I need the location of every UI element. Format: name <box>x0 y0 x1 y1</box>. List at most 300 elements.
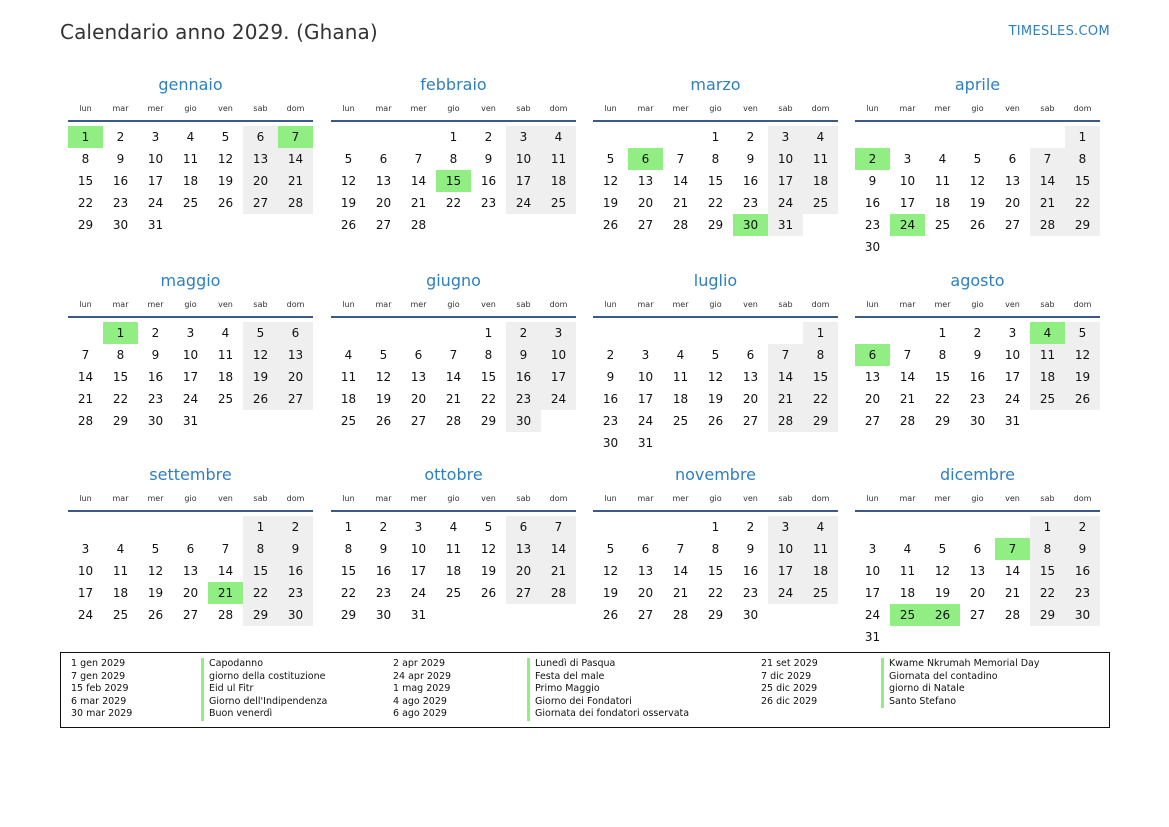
day-cell: 24 <box>506 192 541 214</box>
weekday-label: mar <box>375 300 392 309</box>
day-cell: 10 <box>864 564 881 578</box>
day-cell: 25 <box>217 392 234 406</box>
days-grid <box>68 322 313 432</box>
day-cell: 14 <box>77 370 94 384</box>
day-cell: 13 <box>506 538 541 560</box>
day-cell: 20 <box>243 170 278 192</box>
days-grid <box>593 126 838 236</box>
day-cell: 16 <box>375 564 392 578</box>
weekday-label: dom <box>811 300 830 309</box>
day-cell: 24 <box>147 196 164 210</box>
weekday-label: gio <box>184 494 197 503</box>
weekday-label: lun <box>604 494 617 503</box>
day-cell: 4 <box>803 126 838 148</box>
weekday-label: dom <box>549 494 568 503</box>
empty-cell <box>366 322 401 344</box>
day-cell: 11 <box>217 348 234 362</box>
day-cell: 7 <box>1030 148 1065 170</box>
empty-cell <box>593 126 628 148</box>
day-cell: 3 <box>641 348 650 362</box>
day-cell: 15 <box>112 370 129 384</box>
day-cell: 16 <box>742 174 759 188</box>
month-name: maggio <box>160 271 221 290</box>
day-cell: 18 <box>672 392 689 406</box>
day-cell: 19 <box>340 196 357 210</box>
day-cell: 13 <box>410 370 427 384</box>
legend-holiday-name: Buon venerdì <box>201 708 327 721</box>
day-cell: 9 <box>606 370 615 384</box>
day-cell: 25 <box>112 608 129 622</box>
day-cell: 5 <box>221 130 230 144</box>
day-cell: 18 <box>445 564 462 578</box>
day-cell: 18 <box>899 586 916 600</box>
legend-date: 6 ago 2029 <box>393 708 447 719</box>
holiday-day-cell: 1 <box>68 126 103 148</box>
day-cell: 8 <box>449 152 458 166</box>
weekday-header <box>331 299 576 318</box>
day-cell: 14 <box>445 370 462 384</box>
weekday-header <box>593 299 838 318</box>
day-cell: 8 <box>243 538 278 560</box>
legend-holiday-name: Festa del male <box>527 671 689 684</box>
empty-cell <box>401 126 436 148</box>
day-cell: 27 <box>375 218 392 232</box>
day-cell: 10 <box>147 152 164 166</box>
day-cell: 9 <box>868 174 877 188</box>
day-cell: 17 <box>541 366 576 388</box>
day-cell: 24 <box>77 608 94 622</box>
day-cell: 30 <box>278 604 313 626</box>
day-cell: 5 <box>344 152 353 166</box>
day-cell: 9 <box>151 348 160 362</box>
day-cell: 31 <box>768 214 803 236</box>
weekday-label: lun <box>79 494 92 503</box>
day-cell: 13 <box>182 564 199 578</box>
day-cell: 9 <box>746 152 755 166</box>
legend-dates-column <box>71 658 132 721</box>
weekday-label: mer <box>147 494 164 503</box>
weekday-label: mer <box>672 104 689 113</box>
legend-holiday-name: Giornata del contadino <box>881 671 1039 684</box>
day-cell: 19 <box>934 586 951 600</box>
day-cell: 16 <box>278 560 313 582</box>
day-cell: 22 <box>707 196 724 210</box>
day-cell: 4 <box>541 126 576 148</box>
day-cell: 10 <box>899 174 916 188</box>
day-cell: 20 <box>182 586 199 600</box>
day-cell: 1 <box>711 520 720 534</box>
month-aprile <box>855 73 1100 258</box>
day-cell: 26 <box>602 608 619 622</box>
weekday-label: lun <box>866 104 879 113</box>
day-cell: 11 <box>182 152 199 166</box>
legend-names-column <box>527 658 689 721</box>
month-name: dicembre <box>939 465 1016 484</box>
day-cell: 23 <box>480 196 497 210</box>
day-cell: 11 <box>899 564 916 578</box>
day-cell: 14 <box>672 174 689 188</box>
day-cell: 6 <box>278 322 313 344</box>
weekday-label: lun <box>866 300 879 309</box>
day-cell: 16 <box>969 370 986 384</box>
day-cell: 1 <box>1065 126 1100 148</box>
brand-link[interactable]: TIMESLES.COM <box>1008 24 1110 39</box>
weekday-label: sab <box>253 494 268 503</box>
weekday-label: mar <box>899 494 916 503</box>
day-cell: 15 <box>934 370 951 384</box>
day-cell: 27 <box>864 414 881 428</box>
day-cell: 22 <box>340 586 357 600</box>
day-cell: 17 <box>182 370 199 384</box>
day-cell: 23 <box>969 392 986 406</box>
day-cell: 25 <box>803 582 838 604</box>
day-cell: 5 <box>606 152 615 166</box>
empty-cell <box>925 516 960 538</box>
day-cell: 28 <box>899 414 916 428</box>
month-luglio <box>593 269 838 454</box>
day-cell: 7 <box>414 152 423 166</box>
day-cell: 20 <box>278 366 313 388</box>
day-cell: 22 <box>934 392 951 406</box>
day-cell: 16 <box>602 392 619 406</box>
day-cell: 31 <box>864 630 881 644</box>
day-cell: 22 <box>803 388 838 410</box>
day-cell: 28 <box>217 608 234 622</box>
day-cell: 30 <box>969 414 986 428</box>
empty-cell <box>103 516 138 538</box>
legend-date: 26 dic 2029 <box>761 695 818 707</box>
weekday-label: sab <box>253 300 268 309</box>
weekday-label: lun <box>79 104 92 113</box>
month-dicembre <box>855 463 1100 648</box>
empty-cell <box>663 126 698 148</box>
holiday-day-cell: 4 <box>1030 322 1065 344</box>
day-cell: 10 <box>410 542 427 556</box>
empty-cell <box>925 126 960 148</box>
day-cell: 26 <box>243 388 278 410</box>
day-cell: 27 <box>243 192 278 214</box>
weekday-label: sab <box>1040 104 1055 113</box>
day-cell: 21 <box>1004 586 1021 600</box>
day-cell: 11 <box>672 370 689 384</box>
weekday-label: ven <box>743 104 758 113</box>
day-cell: 14 <box>217 564 234 578</box>
day-cell: 13 <box>864 370 881 384</box>
days-grid <box>855 322 1100 432</box>
day-cell: 28 <box>672 608 689 622</box>
weekday-label: dom <box>286 300 305 309</box>
weekday-label: mar <box>112 300 129 309</box>
day-cell: 21 <box>445 392 462 406</box>
day-cell: 29 <box>112 414 129 428</box>
day-cell: 17 <box>899 196 916 210</box>
day-cell: 21 <box>278 170 313 192</box>
day-cell: 12 <box>602 564 619 578</box>
day-cell: 19 <box>375 392 392 406</box>
day-cell: 12 <box>243 344 278 366</box>
day-cell: 7 <box>81 348 90 362</box>
day-cell: 14 <box>410 174 427 188</box>
weekday-label: gio <box>447 494 460 503</box>
day-cell: 16 <box>742 564 759 578</box>
month-marzo <box>593 73 838 236</box>
day-cell: 31 <box>410 608 427 622</box>
day-cell: 9 <box>1065 538 1100 560</box>
empty-cell <box>628 126 663 148</box>
day-cell: 25 <box>340 414 357 428</box>
weekday-header <box>855 493 1100 512</box>
day-cell: 22 <box>77 196 94 210</box>
day-cell: 28 <box>768 410 803 432</box>
day-cell: 27 <box>506 582 541 604</box>
empty-cell <box>68 322 103 344</box>
day-cell: 10 <box>77 564 94 578</box>
day-cell: 15 <box>707 564 724 578</box>
weekday-label: gio <box>709 104 722 113</box>
weekday-label: mar <box>375 104 392 113</box>
legend-holiday-name: Giornata dei fondatori osservata <box>527 708 689 721</box>
day-cell: 25 <box>1030 388 1065 410</box>
day-cell: 24 <box>637 414 654 428</box>
weekday-label: mer <box>410 300 427 309</box>
weekday-label: sab <box>778 300 793 309</box>
day-cell: 26 <box>340 218 357 232</box>
empty-cell <box>366 126 401 148</box>
day-cell: 2 <box>379 520 388 534</box>
legend-date: 6 mar 2029 <box>71 695 127 707</box>
day-cell: 10 <box>768 148 803 170</box>
weekday-label: mer <box>410 104 427 113</box>
day-cell: 8 <box>81 152 90 166</box>
day-cell: 10 <box>1004 348 1021 362</box>
weekday-label: dom <box>811 104 830 113</box>
day-cell: 29 <box>803 410 838 432</box>
empty-cell <box>593 516 628 538</box>
day-cell: 8 <box>711 152 720 166</box>
day-cell: 16 <box>480 174 497 188</box>
day-cell: 4 <box>186 130 195 144</box>
empty-cell <box>593 322 628 344</box>
legend-holiday-name: Santo Stefano <box>881 696 1039 709</box>
empty-cell <box>173 516 208 538</box>
day-cell: 18 <box>182 174 199 188</box>
day-cell: 1 <box>803 322 838 344</box>
day-cell: 8 <box>711 542 720 556</box>
month-name: ottobre <box>424 465 483 484</box>
days-grid <box>331 126 576 236</box>
day-cell: 19 <box>480 564 497 578</box>
day-cell: 13 <box>1004 174 1021 188</box>
day-cell: 9 <box>379 542 388 556</box>
day-cell: 12 <box>934 564 951 578</box>
day-cell: 3 <box>541 322 576 344</box>
day-cell: 28 <box>672 218 689 232</box>
day-cell: 13 <box>637 564 654 578</box>
weekday-label: sab <box>253 104 268 113</box>
day-cell: 5 <box>1065 322 1100 344</box>
day-cell: 8 <box>344 542 353 556</box>
holiday-day-cell: 7 <box>995 538 1030 560</box>
day-cell: 3 <box>151 130 160 144</box>
weekday-label: mar <box>375 494 392 503</box>
holiday-day-cell: 1 <box>103 322 138 344</box>
day-cell: 2 <box>484 130 493 144</box>
weekday-label: mer <box>147 104 164 113</box>
legend-dates-column <box>761 658 818 708</box>
day-cell: 5 <box>379 348 388 362</box>
legend-holiday-name: Giorno dell'Indipendenza <box>201 696 327 709</box>
day-cell: 29 <box>1030 604 1065 626</box>
day-cell: 23 <box>1065 582 1100 604</box>
day-cell: 13 <box>243 148 278 170</box>
day-cell: 19 <box>217 174 234 188</box>
day-cell: 1 <box>243 516 278 538</box>
days-grid <box>331 516 576 626</box>
day-cell: 17 <box>1004 370 1021 384</box>
weekday-label: mer <box>934 300 951 309</box>
weekday-label: lun <box>866 494 879 503</box>
empty-cell <box>1030 126 1065 148</box>
weekday-header <box>855 103 1100 122</box>
day-cell: 18 <box>112 586 129 600</box>
weekday-label: ven <box>743 494 758 503</box>
day-cell: 26 <box>1065 388 1100 410</box>
day-cell: 6 <box>506 516 541 538</box>
day-cell: 23 <box>375 586 392 600</box>
legend-names-column <box>881 658 1039 708</box>
day-cell: 22 <box>112 392 129 406</box>
weekday-label: gio <box>709 494 722 503</box>
day-cell: 12 <box>1065 344 1100 366</box>
empty-cell <box>855 126 890 148</box>
weekday-label: ven <box>743 300 758 309</box>
day-cell: 6 <box>186 542 195 556</box>
holiday-day-cell: 30 <box>733 214 768 236</box>
legend-date: 7 dic 2029 <box>761 670 812 682</box>
weekday-label: ven <box>481 300 496 309</box>
day-cell: 9 <box>484 152 493 166</box>
day-cell: 3 <box>1008 326 1017 340</box>
weekday-label: gio <box>447 104 460 113</box>
day-cell: 20 <box>375 196 392 210</box>
weekday-label: sab <box>516 494 531 503</box>
legend-date: 25 dic 2029 <box>761 683 818 694</box>
weekday-label: ven <box>218 300 233 309</box>
day-cell: 31 <box>1004 414 1021 428</box>
days-grid <box>855 126 1100 258</box>
day-cell: 23 <box>742 586 759 600</box>
day-cell: 11 <box>803 538 838 560</box>
weekday-label: ven <box>481 494 496 503</box>
day-cell: 20 <box>410 392 427 406</box>
day-cell: 21 <box>410 196 427 210</box>
day-cell: 8 <box>484 348 493 362</box>
day-cell: 29 <box>340 608 357 622</box>
month-name: febbraio <box>420 75 487 94</box>
day-cell: 31 <box>147 218 164 232</box>
weekday-label: ven <box>1005 300 1020 309</box>
legend-holiday-name: Kwame Nkrumah Memorial Day <box>881 658 1039 671</box>
day-cell: 27 <box>742 414 759 428</box>
days-grid <box>68 126 313 236</box>
empty-cell <box>208 516 243 538</box>
day-cell: 2 <box>278 516 313 538</box>
day-cell: 4 <box>221 326 230 340</box>
weekday-label: sab <box>778 104 793 113</box>
day-cell: 20 <box>637 586 654 600</box>
weekday-label: mar <box>637 104 654 113</box>
day-cell: 21 <box>899 392 916 406</box>
day-cell: 19 <box>969 196 986 210</box>
day-cell: 12 <box>217 152 234 166</box>
weekday-label: sab <box>1040 300 1055 309</box>
day-cell: 10 <box>637 370 654 384</box>
day-cell: 12 <box>602 174 619 188</box>
day-cell: 20 <box>637 196 654 210</box>
day-cell: 18 <box>541 170 576 192</box>
legend-date: 1 gen 2029 <box>71 658 126 669</box>
legend-names-column <box>201 658 327 721</box>
day-cell: 28 <box>77 414 94 428</box>
day-cell: 21 <box>541 560 576 582</box>
weekday-label: gio <box>709 300 722 309</box>
day-cell: 7 <box>768 344 803 366</box>
day-cell: 19 <box>602 196 619 210</box>
weekday-label: lun <box>342 104 355 113</box>
day-cell: 30 <box>1065 604 1100 626</box>
day-cell: 29 <box>934 414 951 428</box>
month-name: agosto <box>950 271 1005 290</box>
day-cell: 3 <box>868 542 877 556</box>
day-cell: 12 <box>147 564 164 578</box>
day-cell: 24 <box>768 192 803 214</box>
day-cell: 4 <box>449 520 458 534</box>
day-cell: 29 <box>707 218 724 232</box>
weekday-label: sab <box>1040 494 1055 503</box>
day-cell: 1 <box>711 130 720 144</box>
day-cell: 5 <box>938 542 947 556</box>
month-name: settembre <box>149 465 232 484</box>
day-cell: 23 <box>742 196 759 210</box>
day-cell: 6 <box>641 542 650 556</box>
day-cell: 30 <box>147 414 164 428</box>
day-cell: 16 <box>147 370 164 384</box>
day-cell: 28 <box>541 582 576 604</box>
day-cell: 28 <box>445 414 462 428</box>
day-cell: 30 <box>742 608 759 622</box>
empty-cell <box>995 516 1030 538</box>
day-cell: 23 <box>506 388 541 410</box>
day-cell: 17 <box>147 174 164 188</box>
day-cell: 27 <box>637 218 654 232</box>
day-cell: 3 <box>768 516 803 538</box>
days-grid <box>331 322 576 432</box>
empty-cell <box>401 322 436 344</box>
day-cell: 8 <box>1065 148 1100 170</box>
day-cell: 7 <box>449 348 458 362</box>
legend-holiday-name: giorno della costituzione <box>201 671 327 684</box>
day-cell: 9 <box>506 344 541 366</box>
holiday-day-cell: 15 <box>436 170 471 192</box>
day-cell: 6 <box>243 126 278 148</box>
day-cell: 26 <box>147 608 164 622</box>
day-cell: 14 <box>1030 170 1065 192</box>
day-cell: 10 <box>506 148 541 170</box>
day-cell: 20 <box>1004 196 1021 210</box>
day-cell: 4 <box>938 152 947 166</box>
month-giugno <box>331 269 576 432</box>
day-cell: 3 <box>903 152 912 166</box>
